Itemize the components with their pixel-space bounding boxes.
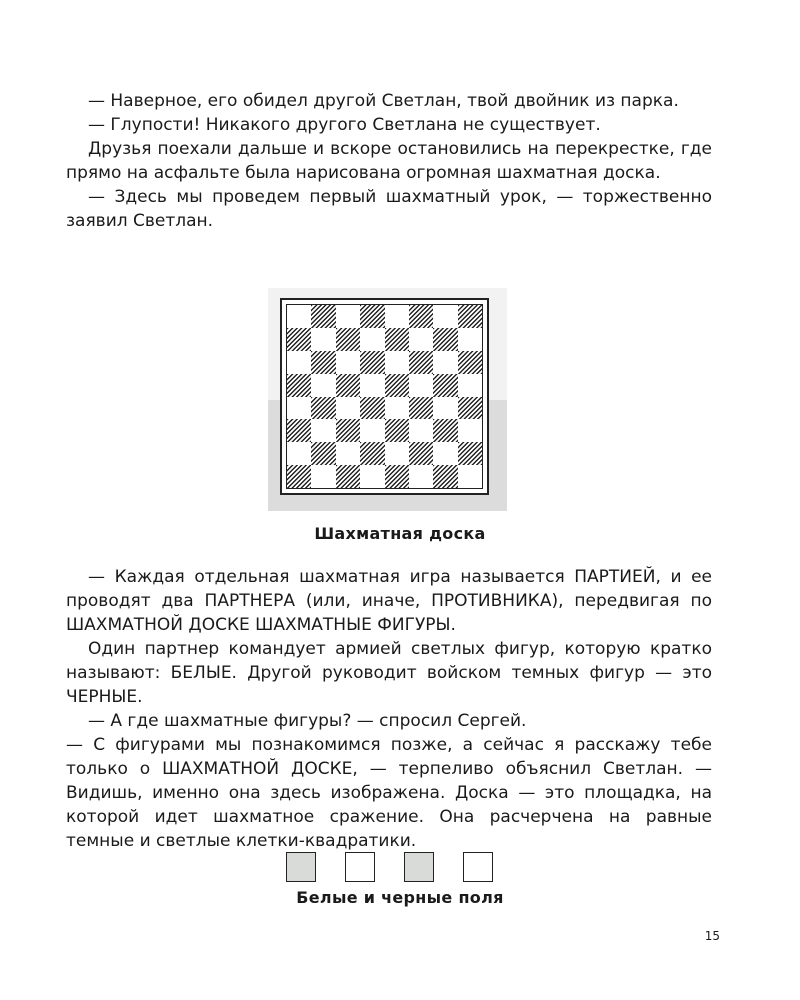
light-square	[409, 419, 433, 442]
dark-square	[385, 328, 409, 351]
light-square	[385, 305, 409, 328]
dark-square	[311, 397, 335, 420]
light-square	[458, 419, 482, 442]
paragraph: — Наверное, его обидел другой Светлан, твой двойник из парка.	[88, 91, 679, 111]
light-square	[360, 419, 384, 442]
light-square	[360, 328, 384, 351]
dark-square	[287, 328, 311, 351]
dark-square	[287, 374, 311, 397]
dark-square	[458, 442, 482, 465]
light-square	[336, 305, 360, 328]
dark-square	[311, 351, 335, 374]
page-number: 15	[704, 929, 720, 943]
dark-square	[287, 419, 311, 442]
light-square	[336, 397, 360, 420]
dark-square	[385, 419, 409, 442]
paragraph: Один партнер командует армией светлых фигур, которую кратко называют: БЕЛЫЕ. Другой руководит войском темных фигур — это ЧЕРНЫЕ.	[66, 639, 712, 707]
dark-square	[433, 419, 457, 442]
dark-square	[433, 328, 457, 351]
light-square	[360, 465, 384, 488]
light-square	[311, 465, 335, 488]
dark-square	[336, 374, 360, 397]
dark-field-square	[286, 852, 316, 882]
chessboard-grid	[286, 304, 483, 489]
dark-square	[311, 442, 335, 465]
light-field-square	[345, 852, 375, 882]
dark-field-square	[404, 852, 434, 882]
dark-square	[458, 305, 482, 328]
light-square	[336, 442, 360, 465]
fields-caption: Белые и черные поля	[296, 888, 504, 907]
chessboard-frame	[280, 298, 489, 495]
light-square	[433, 397, 457, 420]
paragraph: — Здесь мы проведем первый шахматный урок, — торжественно заявил Светлан.	[66, 187, 712, 231]
dark-square	[385, 465, 409, 488]
light-square	[311, 419, 335, 442]
dark-square	[360, 305, 384, 328]
light-square	[458, 465, 482, 488]
dark-square	[458, 351, 482, 374]
light-square	[433, 305, 457, 328]
light-field-square	[463, 852, 493, 882]
light-square	[336, 351, 360, 374]
dark-square	[287, 465, 311, 488]
light-square	[360, 374, 384, 397]
light-square	[409, 465, 433, 488]
paragraph: — Каждая отдельная шахматная игра называется ПАРТИЕЙ, и ее проводят два ПАРТНЕРА (или, иначе, ПРОТИВНИКА), передвигая по ШАХМАТНОЙ ДОСКЕ ШАХМАТНЫЕ ФИГУРЫ.	[66, 567, 712, 635]
chessboard-figure	[268, 288, 507, 511]
light-square	[433, 351, 457, 374]
text-block-top	[66, 89, 712, 233]
light-square	[311, 374, 335, 397]
chessboard-caption: Шахматная доска	[314, 524, 486, 543]
dark-square	[311, 305, 335, 328]
dark-square	[385, 374, 409, 397]
paragraph: — А где шахматные фигуры? — спросил Сергей.	[88, 711, 527, 731]
light-square	[287, 305, 311, 328]
paragraph: — С фигурами мы познакомимся позже, а сейчас я расскажу тебе только о ШАХМАТНОЙ ДОСКЕ, — терпеливо объяснил Светлан. — Видишь, именно она здесь изображена. Доска — это площадка, на которой идет шахматное сражение. Она расчерчена на равные темные и светлые клетки-квадратики.	[66, 735, 712, 851]
dark-square	[409, 351, 433, 374]
dark-square	[336, 465, 360, 488]
light-square	[385, 442, 409, 465]
text-block-bottom	[66, 565, 712, 853]
dark-square	[360, 397, 384, 420]
light-square	[409, 374, 433, 397]
paragraph: — Глупости! Никакого другого Светлана не существует.	[88, 115, 601, 135]
light-square	[458, 374, 482, 397]
dark-square	[433, 374, 457, 397]
dark-square	[409, 442, 433, 465]
light-square	[385, 397, 409, 420]
dark-square	[360, 442, 384, 465]
light-square	[433, 442, 457, 465]
paragraph: Друзья поехали дальше и вскоре остановились на перекрестке, где прямо на асфальте была нарисована огромная шахматная доска.	[66, 139, 712, 183]
dark-square	[433, 465, 457, 488]
dark-square	[360, 351, 384, 374]
light-square	[385, 351, 409, 374]
light-square	[287, 442, 311, 465]
dark-square	[458, 397, 482, 420]
light-square	[409, 328, 433, 351]
dark-square	[409, 305, 433, 328]
light-square	[287, 351, 311, 374]
light-square	[458, 328, 482, 351]
dark-square	[336, 328, 360, 351]
light-square	[311, 328, 335, 351]
dark-square	[336, 419, 360, 442]
light-square	[287, 397, 311, 420]
dark-square	[409, 397, 433, 420]
